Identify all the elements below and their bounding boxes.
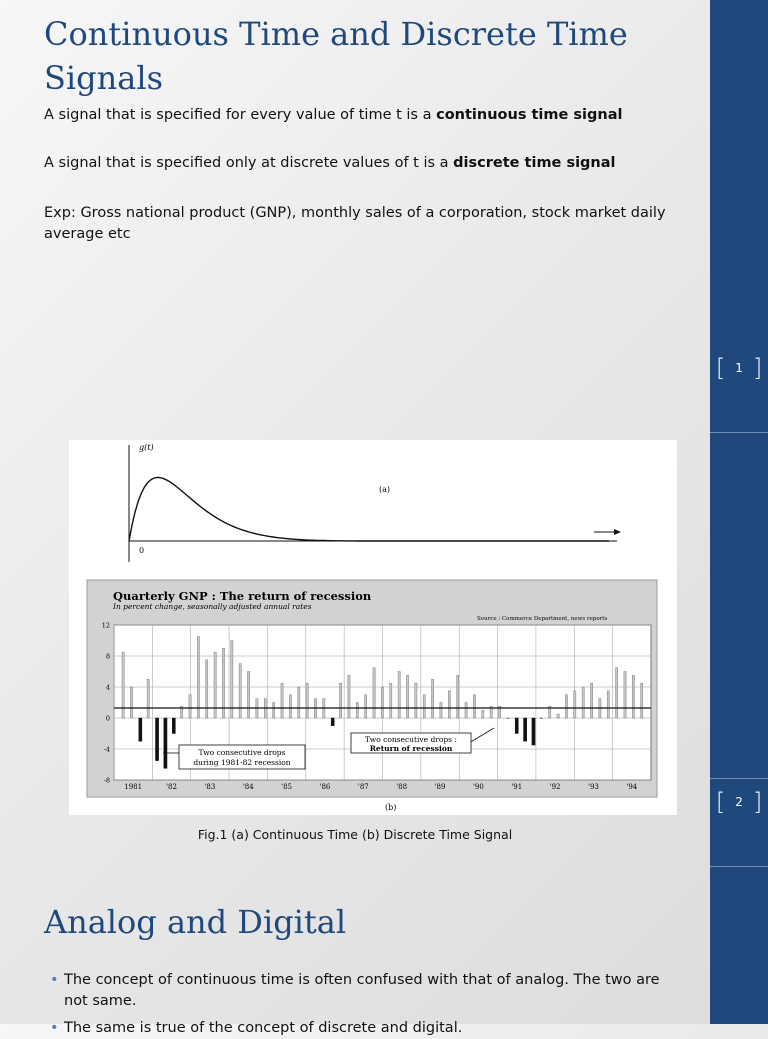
year-tick-label: '93 bbox=[588, 783, 599, 791]
slide-2-title bbox=[44, 900, 754, 944]
y-tick-label: -4 bbox=[103, 745, 110, 754]
gnp-bar bbox=[197, 637, 199, 718]
text: average etc bbox=[44, 226, 131, 242]
gnp-bar bbox=[632, 675, 634, 718]
gnp-bar bbox=[590, 683, 592, 718]
gnp-bar bbox=[247, 672, 249, 719]
chart-title: Quarterly GNP : The return of recession bbox=[113, 589, 372, 603]
annotation1-text: during 1981-82 recession bbox=[193, 758, 291, 767]
bracket-left-icon: [ bbox=[715, 788, 726, 816]
bullet-item bbox=[44, 970, 684, 1012]
year-tick-label: '87 bbox=[357, 783, 369, 791]
paragraph-continuous bbox=[44, 105, 684, 126]
year-tick-label: '88 bbox=[396, 783, 408, 791]
page-number: 1 bbox=[735, 361, 743, 375]
gnp-bar bbox=[398, 672, 400, 719]
figure-svg bbox=[69, 440, 677, 815]
gnp-bar bbox=[465, 703, 467, 719]
origin-label: 0 bbox=[139, 546, 145, 555]
gnp-bar bbox=[515, 718, 518, 734]
bracket-left-icon: [ bbox=[715, 354, 726, 382]
y-tick-label: 0 bbox=[105, 714, 110, 723]
gnp-bar bbox=[432, 679, 434, 718]
gnp-bar bbox=[524, 718, 527, 741]
label-b: (b) bbox=[385, 803, 397, 812]
figure-signals bbox=[69, 440, 677, 815]
sidebar-divider bbox=[710, 432, 768, 433]
gnp-bar bbox=[574, 691, 576, 718]
label-a: (a) bbox=[379, 485, 391, 494]
y-tick-label: 8 bbox=[105, 652, 110, 661]
gnp-bar bbox=[164, 718, 167, 768]
bold-term: discrete time signal bbox=[453, 155, 616, 171]
gnp-bar bbox=[373, 668, 375, 718]
y-tick-label: -8 bbox=[103, 776, 110, 785]
gnp-bar bbox=[155, 718, 158, 761]
gnp-bar bbox=[348, 675, 350, 718]
bracket-right-icon: ] bbox=[752, 354, 763, 382]
text: The same is true of the concept of discrete and digital. bbox=[64, 1020, 463, 1036]
bracket-right-icon: ] bbox=[752, 788, 763, 816]
year-tick-label: '89 bbox=[434, 783, 446, 791]
bullet-item bbox=[44, 1018, 684, 1039]
gnp-bar bbox=[281, 683, 283, 718]
gnp-bar bbox=[440, 703, 442, 719]
gnp-bar bbox=[365, 695, 367, 718]
title-line: Signals bbox=[44, 59, 163, 97]
gnp-bar bbox=[130, 687, 132, 718]
year-tick-label: '94 bbox=[626, 783, 638, 791]
paragraph-discrete bbox=[44, 153, 684, 174]
gnp-bar bbox=[540, 718, 542, 719]
year-tick-label: '90 bbox=[472, 783, 484, 791]
top-ylabel: g(t) bbox=[139, 443, 154, 452]
gnp-bar bbox=[390, 683, 392, 718]
gnp-bar bbox=[356, 703, 358, 719]
gnp-bar bbox=[339, 683, 341, 718]
gnp-bar bbox=[298, 687, 300, 718]
text: Exp: Gross national product (GNP), monthly sales of a corporation, stock market daily bbox=[44, 205, 666, 221]
arrow-icon bbox=[614, 529, 621, 535]
text: not same. bbox=[64, 993, 137, 1009]
gnp-bar bbox=[231, 641, 233, 719]
slide-sidebar bbox=[710, 0, 768, 1024]
text: A signal that is specified only at discrete values of t is a bbox=[44, 155, 454, 171]
year-tick-label: '83 bbox=[204, 783, 216, 791]
text: A signal that is specified for every value of time t is a bbox=[44, 107, 437, 123]
slide-2-bullets bbox=[44, 970, 684, 1039]
gnp-bar bbox=[306, 683, 308, 718]
continuous-signal-curve bbox=[129, 478, 609, 542]
gnp-bar bbox=[139, 718, 142, 741]
bold-term: continuous time signal bbox=[436, 107, 623, 123]
gnp-bar bbox=[331, 718, 334, 726]
gnp-bar bbox=[381, 687, 383, 718]
gnp-bar bbox=[415, 683, 417, 718]
gnp-bar bbox=[473, 695, 475, 718]
year-tick-label: '86 bbox=[319, 783, 331, 791]
gnp-bar bbox=[172, 718, 175, 734]
gnp-bar bbox=[507, 718, 509, 719]
figure-caption: Fig.1 (a) Continuous Time (b) Discrete Time Signal bbox=[197, 827, 513, 842]
gnp-bar bbox=[147, 679, 149, 718]
gnp-bar bbox=[641, 683, 643, 718]
chart-subtitle: In percent change, seasonally adjusted annual rates bbox=[113, 602, 312, 611]
slide-1-title bbox=[44, 12, 754, 100]
gnp-bar bbox=[457, 675, 459, 718]
annotation1-text: Two consecutive drops bbox=[198, 748, 286, 757]
year-tick-label: '92 bbox=[549, 783, 561, 791]
gnp-bar bbox=[206, 660, 208, 718]
sidebar-divider bbox=[710, 866, 768, 867]
annotation2-text: Two consecutive drops : bbox=[365, 735, 457, 744]
gnp-bar bbox=[557, 714, 559, 718]
title-line: Continuous Time and Discrete Time bbox=[44, 15, 628, 53]
gnp-bar bbox=[448, 691, 450, 718]
gnp-bar bbox=[273, 703, 275, 719]
annotation2-text: Return of recession bbox=[369, 744, 453, 753]
gnp-bar bbox=[582, 687, 584, 718]
gnp-bar bbox=[565, 695, 567, 718]
gnp-bar bbox=[624, 672, 626, 719]
slide-2-page-button[interactable] bbox=[716, 786, 762, 818]
y-tick-label: 12 bbox=[101, 621, 110, 630]
gnp-bar bbox=[189, 695, 191, 718]
page-number: 2 bbox=[735, 795, 743, 809]
gnp-bar bbox=[616, 668, 618, 718]
year-tick-label: '82 bbox=[166, 783, 177, 791]
gnp-bar bbox=[482, 710, 484, 718]
paragraph-examples bbox=[44, 203, 684, 245]
year-tick-label: '84 bbox=[242, 783, 254, 791]
gnp-bar bbox=[406, 675, 408, 718]
gnp-bar bbox=[239, 664, 241, 718]
year-tick-label: '91 bbox=[511, 783, 523, 791]
chart-source: Source : Commerce Department, news reports bbox=[477, 616, 608, 622]
gnp-bar bbox=[289, 695, 291, 718]
sidebar-divider bbox=[710, 778, 768, 779]
gnp-bar bbox=[423, 695, 425, 718]
y-tick-label: 4 bbox=[105, 683, 110, 692]
year-tick-label: '85 bbox=[281, 783, 293, 791]
slide-1-page-button[interactable] bbox=[716, 352, 762, 384]
year-tick-label: 1981 bbox=[124, 783, 143, 791]
gnp-bar bbox=[607, 691, 609, 718]
title-line: Analog and Digital bbox=[44, 903, 347, 941]
text: The concept of continuous time is often confused with that of analog. The two are bbox=[64, 972, 660, 988]
gnp-bar bbox=[532, 718, 535, 745]
